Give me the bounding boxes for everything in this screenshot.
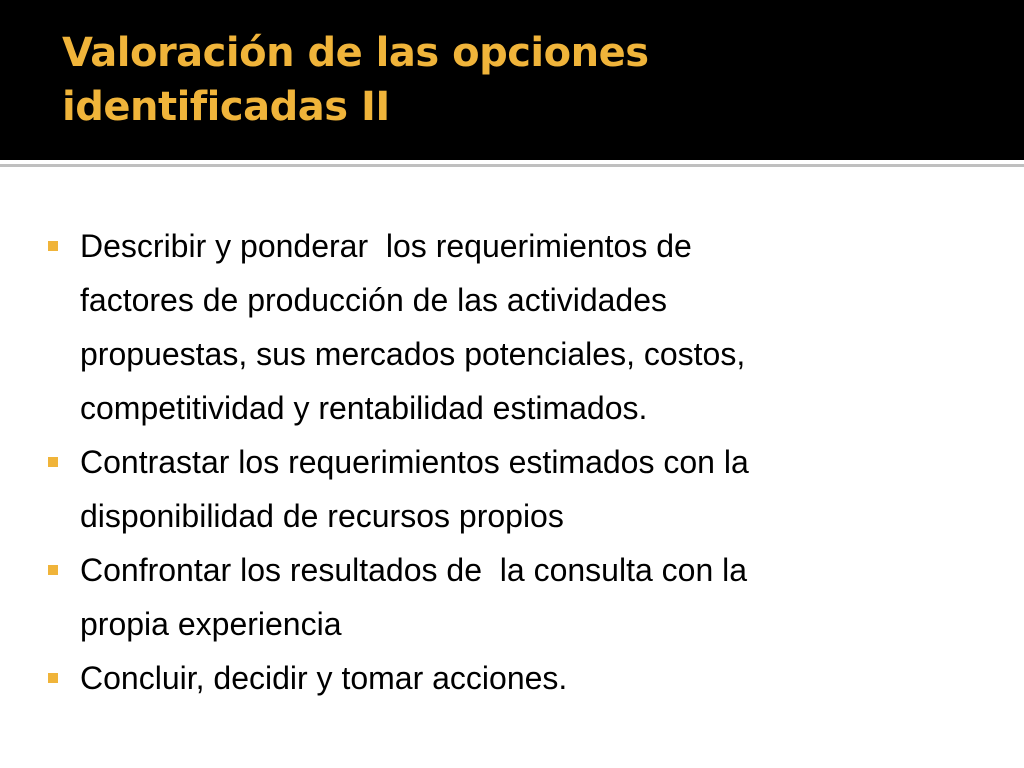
slide-body [0, 167, 1024, 768]
slide-title [62, 26, 992, 134]
bullet-text-line: Confrontar los resultados de la consulta con la [80, 552, 748, 588]
bullet-text-line: Contrastar los requerimientos estimados con la [80, 444, 749, 480]
bullet-list [44, 219, 1004, 705]
bullet-text-line: Describir y ponderar los requerimientos de [80, 228, 692, 264]
slide-title-line-1: Valoración de las opciones [62, 30, 649, 76]
title-bar [0, 0, 1024, 160]
bullet-text-line: disponibilidad de recursos propios [80, 498, 564, 534]
bullet-item-contrastar [44, 435, 1004, 543]
bullet-item-describir [44, 219, 1004, 435]
slide-title-line-2: identificadas II [62, 84, 390, 130]
bullet-text-line: propuestas, sus mercados potenciales, costos, [80, 336, 746, 372]
square-bullet-icon [48, 565, 58, 575]
bullet-text-line: propia experiencia [80, 606, 342, 642]
square-bullet-icon [48, 457, 58, 467]
square-bullet-icon [48, 673, 58, 683]
bullet-item-concluir [44, 651, 1004, 705]
bullet-text-line: Concluir, decidir y tomar acciones. [80, 660, 568, 696]
bullet-text-line: factores de producción de las actividades [80, 282, 668, 318]
square-bullet-icon [48, 241, 58, 251]
bullet-item-confrontar [44, 543, 1004, 651]
bullet-text-line: competitividad y rentabilidad estimados. [80, 390, 648, 426]
